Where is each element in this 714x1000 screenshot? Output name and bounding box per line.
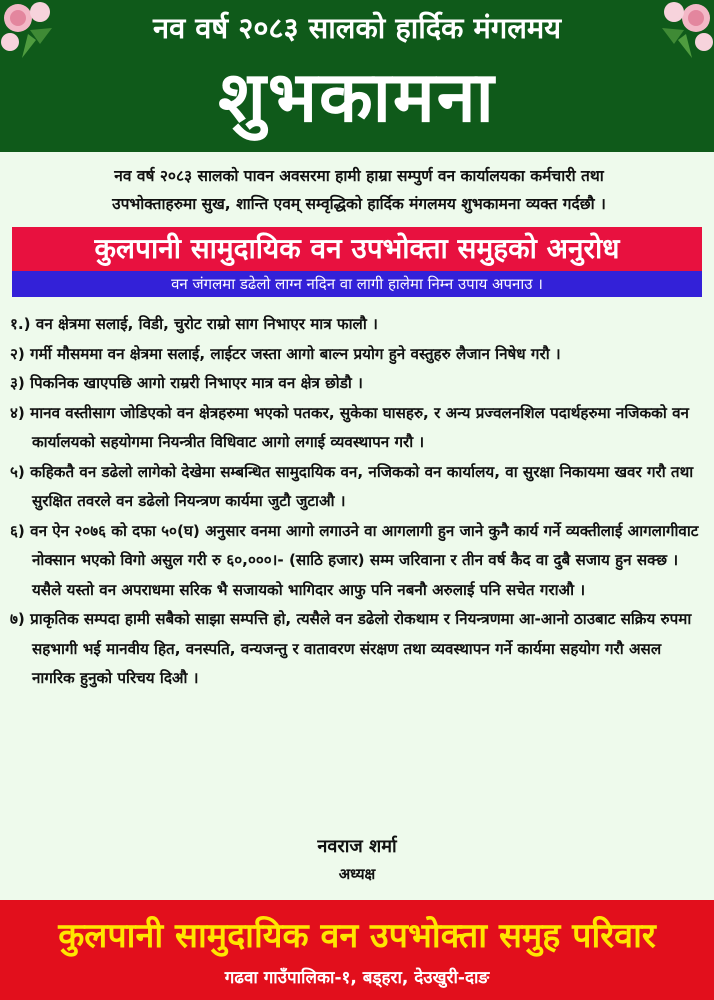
list-item: १.) वन क्षेत्रमा सलाई, विडी, चुरोट राम्रो साग निभाएर मात्र फालौ । <box>10 315 378 333</box>
header-banner <box>0 0 714 152</box>
list-item: ७) प्राकृतिक सम्पदा हामी सबैको साझा सम्पत्ति हो, त्यसैले वन डढेलो रोकथाम र नियन्त्रणमा आ-आनो ठाउबाट सक्रिय रुपमा सहभागी भई मानवीय हित, वनस्पति, वन्यजन्तु र वातावरण संरक्षण तथा व्यवस्थापन गर्ने कार्यमा सहयोग गरौ असल नागरिक हुनुको परिचय दिऔ । <box>10 610 692 687</box>
intro-line: नव वर्ष २०८३ सालको पावन अवसरमा हामी हाम्रा सम्पुर्ण वन कार्यालयका कर्मचारी तथा <box>114 167 604 185</box>
list-item: २) गर्मी मौसममा वन क्षेत्रमा सलाई, लाईटर जस्ता आगो बाल्न प्रयोग हुने वस्तुहरु लैजान निषेध गरौ । <box>10 344 561 363</box>
guideline-list <box>10 310 704 694</box>
signatory-title: अध्यक्ष <box>338 865 376 883</box>
list-item: ५) कहिकतै वन डढेलो लागेको देखेमा सम्बन्धित सामुदायिक वन, नजिकको वन कार्यालय, वा सुरक्षा निकायमा खवर गरौ तथा सुरक्षित तवरले वन डढेलो नियन्त्रण कार्यमा जुटौ जुटाऔ । <box>10 462 694 510</box>
request-banner: कुलपानी सामुदायिक वन उपभोक्ता समुहको अनुरोध <box>12 227 702 271</box>
list-item: ६) वन ऐन २०७६ को दफा ५०(घ) अनुसार वनमा आगो लगाउने वा आगलागी हुन जाने कुनै कार्य गर्ने व्यक्तीलाई आगलागीवाट नोक्सान भएको विगो असुल गरी रु ६०,०००।- (साठि हजार) सम्म जरिवाना र तीन वर्ष कैद वा दुबै सजाय हुन सक्छ । यसैले यस्तो वन अपराधमा सरिक भै सजायको भागिदार आफु पनि नबनौ अरुलाई पनि सचेत गराऔ । <box>10 521 699 599</box>
footer-address: गढवा गाउँपालिका-१, बड्हरा, देउखुरी-दाङ <box>224 968 490 988</box>
greeting-subtitle: नव वर्ष २०८३ सालको हार्दिक मंगलमय <box>152 11 562 45</box>
list-item: ४) मानव वस्तीसाग जोडिएको वन क्षेत्रहरुमा भएको पतकर, सुकेका घासहरु, र अन्य प्रज्वलनशिल पदार्थहरुमा नजिकको वन कार्यालयको सहयोगमा नियन्त्रीत विधिवाट आगो लगाई व्यवस्थापन गरौ । <box>10 403 689 451</box>
list-item: ३) पिकनिक खाएपछि आगो राम्ररी निभाएर मात्र वन क्षेत्र छोडौ । <box>10 374 363 392</box>
request-subtitle: वन जंगलमा डढेलो लाग्न नदिन वा लागी हालेमा निम्न उपाय अपनाउ । <box>12 271 702 297</box>
intro-message <box>14 162 704 218</box>
greeting-title: शुभकामना <box>218 56 496 138</box>
footer-banner <box>0 900 714 1000</box>
signature-block <box>0 834 714 888</box>
footer-title: कुलपानी सामुदायिक वन उपभोक्ता समुह परिवार <box>58 916 656 956</box>
intro-line: उपभोक्ताहरुमा सुख, शान्ति एवम् सम्वृद्धिको हार्दिक मंगलमय शुभकामना व्यक्त गर्दछौ । <box>112 195 606 213</box>
signatory-name: नवराज शर्मा <box>317 836 397 857</box>
